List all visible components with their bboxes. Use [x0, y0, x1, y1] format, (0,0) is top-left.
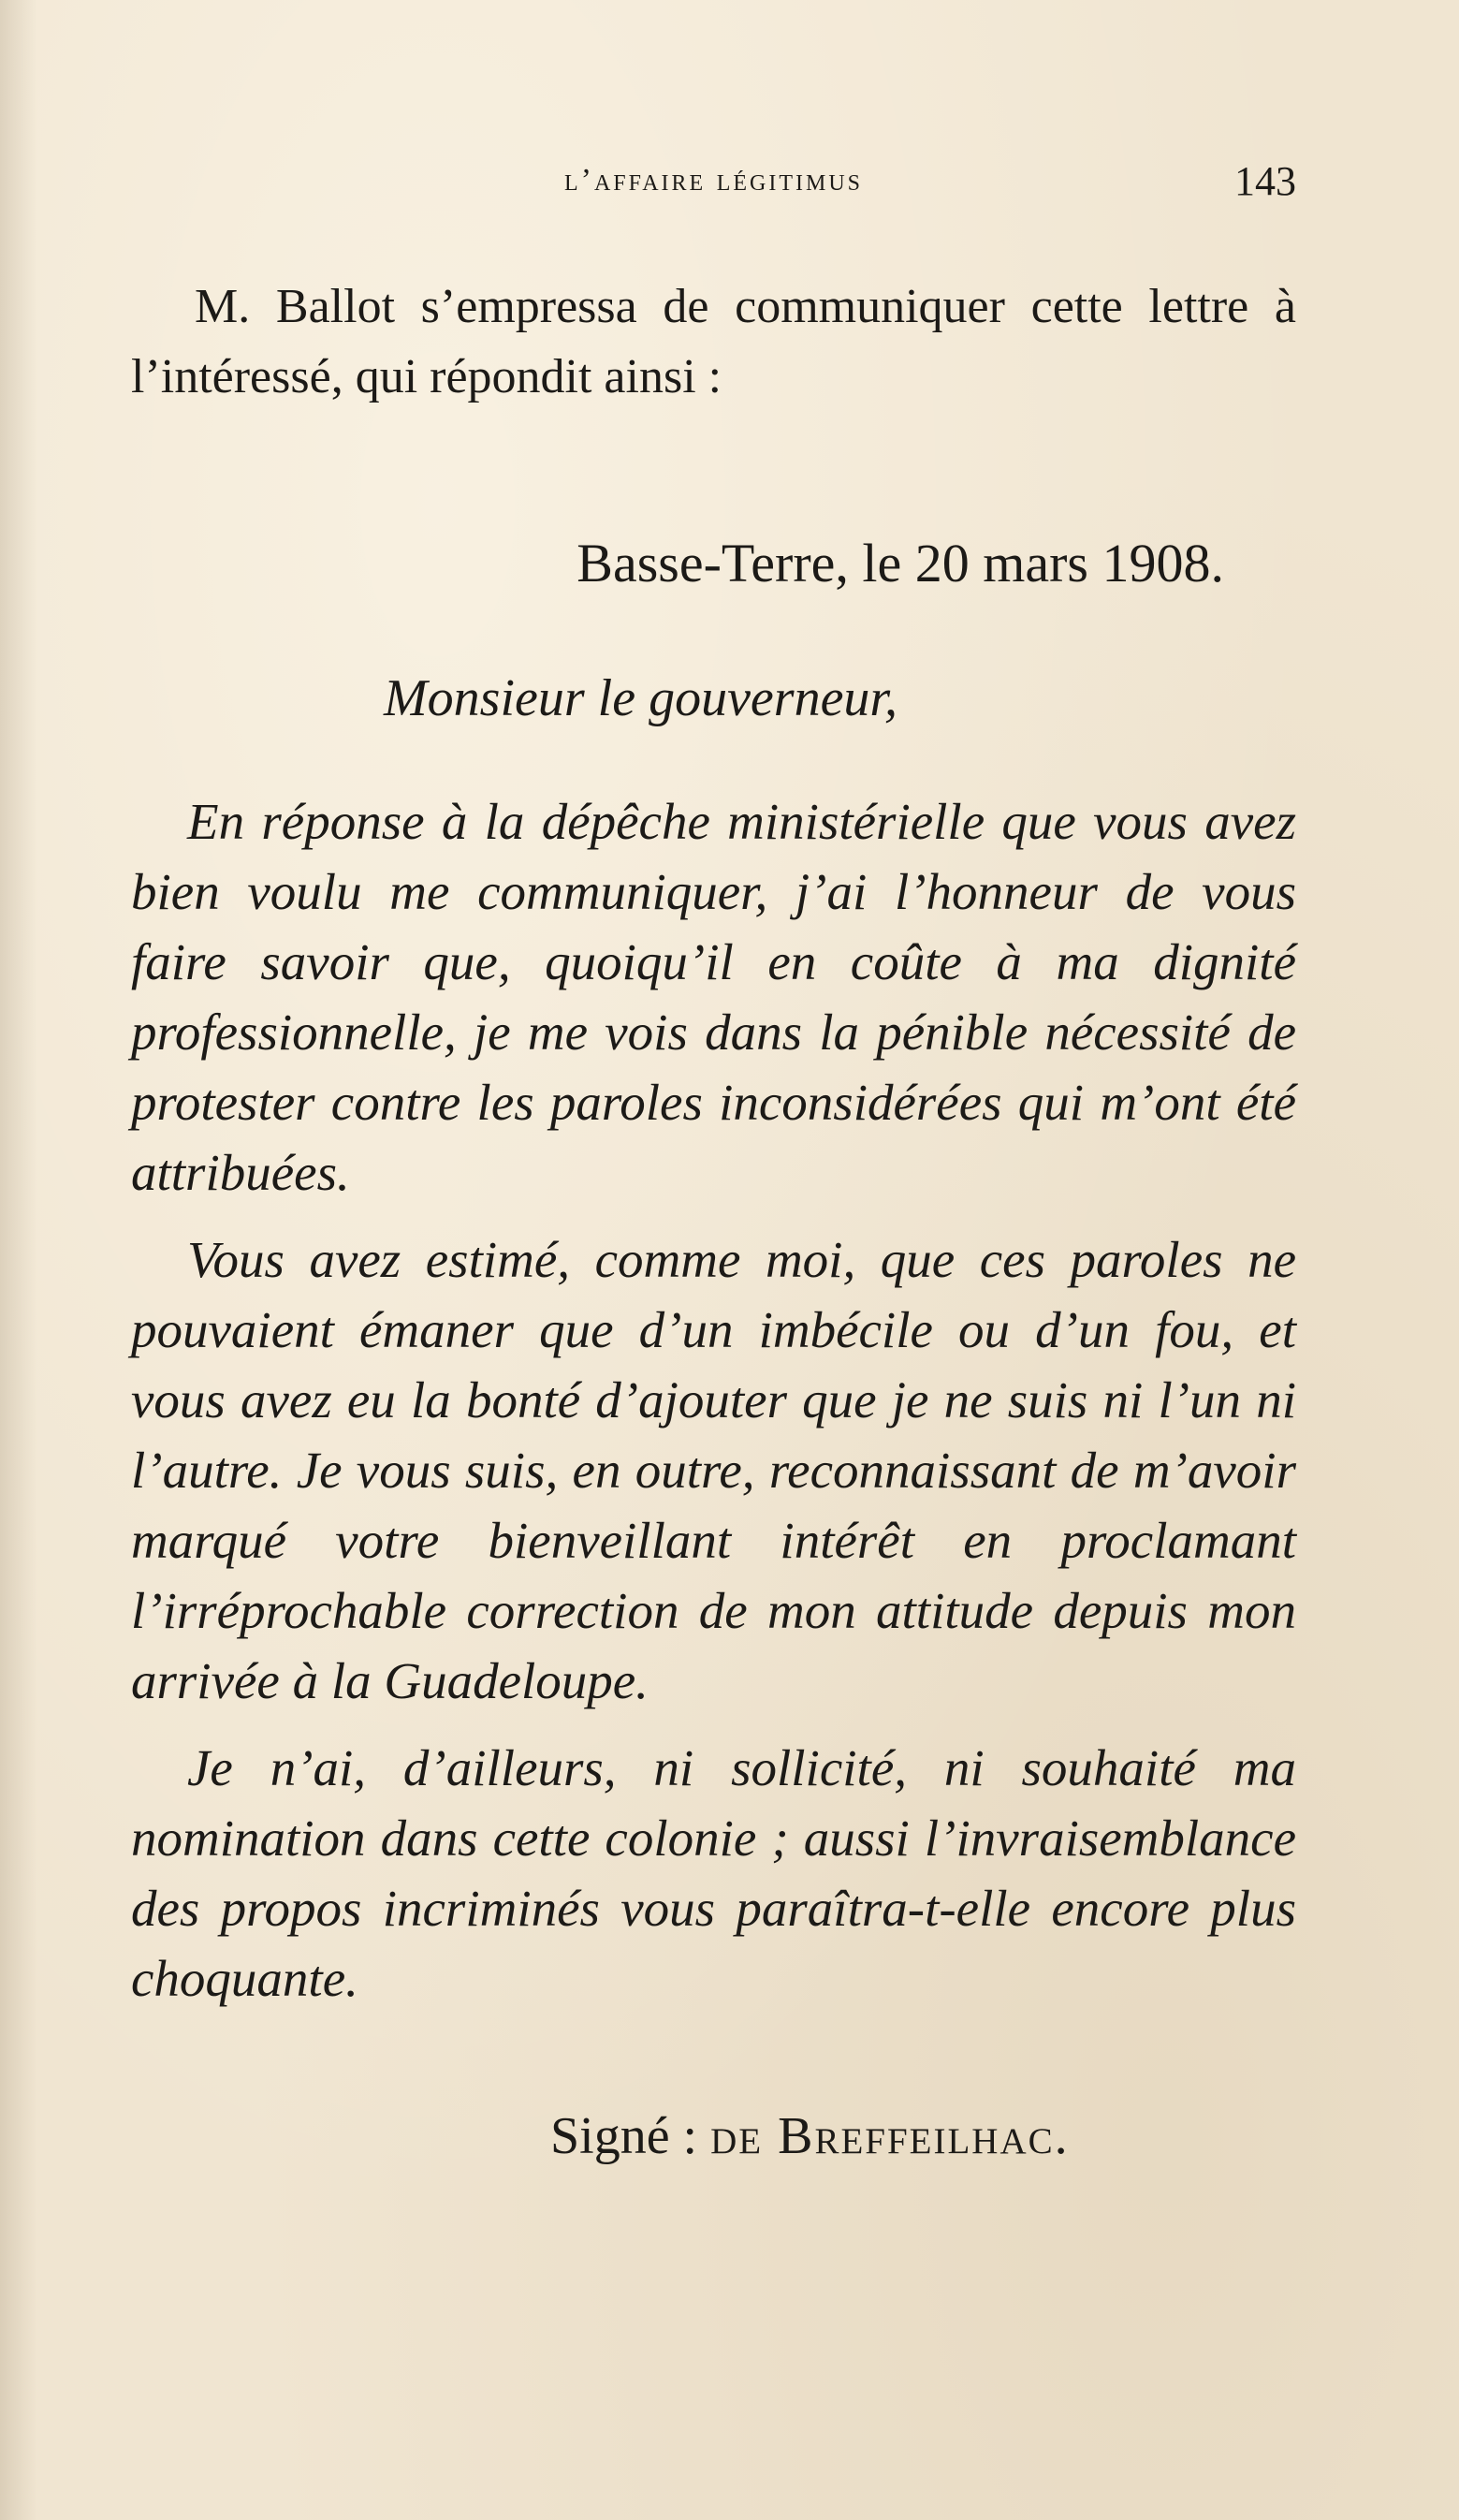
running-title: l’affaire légitimus: [563, 163, 864, 198]
gutter-shadow: [0, 0, 37, 2520]
letter-paragraph: Vous avez estimé, comme moi, que ces paroles ne pouvaient émaner que d’un imbécile ou d’un fou, et vous avez eu la bonté d’ajouter que je ne suis ni l’un ni l’autre. Je vous suis, en outre, reconnaissant de m’avoir marqué votre bienveillant intérêt en proclamant l’irréprochable correction de mon attitude depuis mon arrivée à la Guadeloupe.: [131, 1231, 1296, 1709]
signature-name: de Breffeilhac.: [710, 2107, 1070, 2165]
letter-salutation: Monsieur le gouverneur,: [384, 669, 898, 727]
letter-signature: [550, 2106, 1070, 2166]
letter-paragraph: Je n’ai, d’ailleurs, ni sollicité, ni souhaité ma nomination dans cette colonie ; aussi l’invraisemblance des propos incriminés vous paraîtra-t-elle encore plus choquante.: [131, 1739, 1296, 2007]
running-head: [131, 157, 1296, 213]
intro-paragraph: M. Ballot s’empressa de communiquer cette lettre à l’intéressé, qui répondit ainsi :: [131, 280, 1296, 403]
page-number: 143: [1234, 158, 1296, 204]
letter-dateline: Basse-Terre, le 20 mars 1908.: [576, 533, 1224, 593]
signature-prefix: Signé :: [550, 2107, 698, 2165]
letter-paragraph: En réponse à la dépêche ministérielle que vous avez bien voulu me communiquer, j’ai l’honneur de vous faire savoir que, quoiqu’il en coûte à ma dignité professionnelle, je me vois dans la pénible nécessité de protester contre les paroles inconsidérées qui m’ont été attribuées.: [131, 793, 1296, 1201]
letter-body: [131, 786, 1296, 2030]
